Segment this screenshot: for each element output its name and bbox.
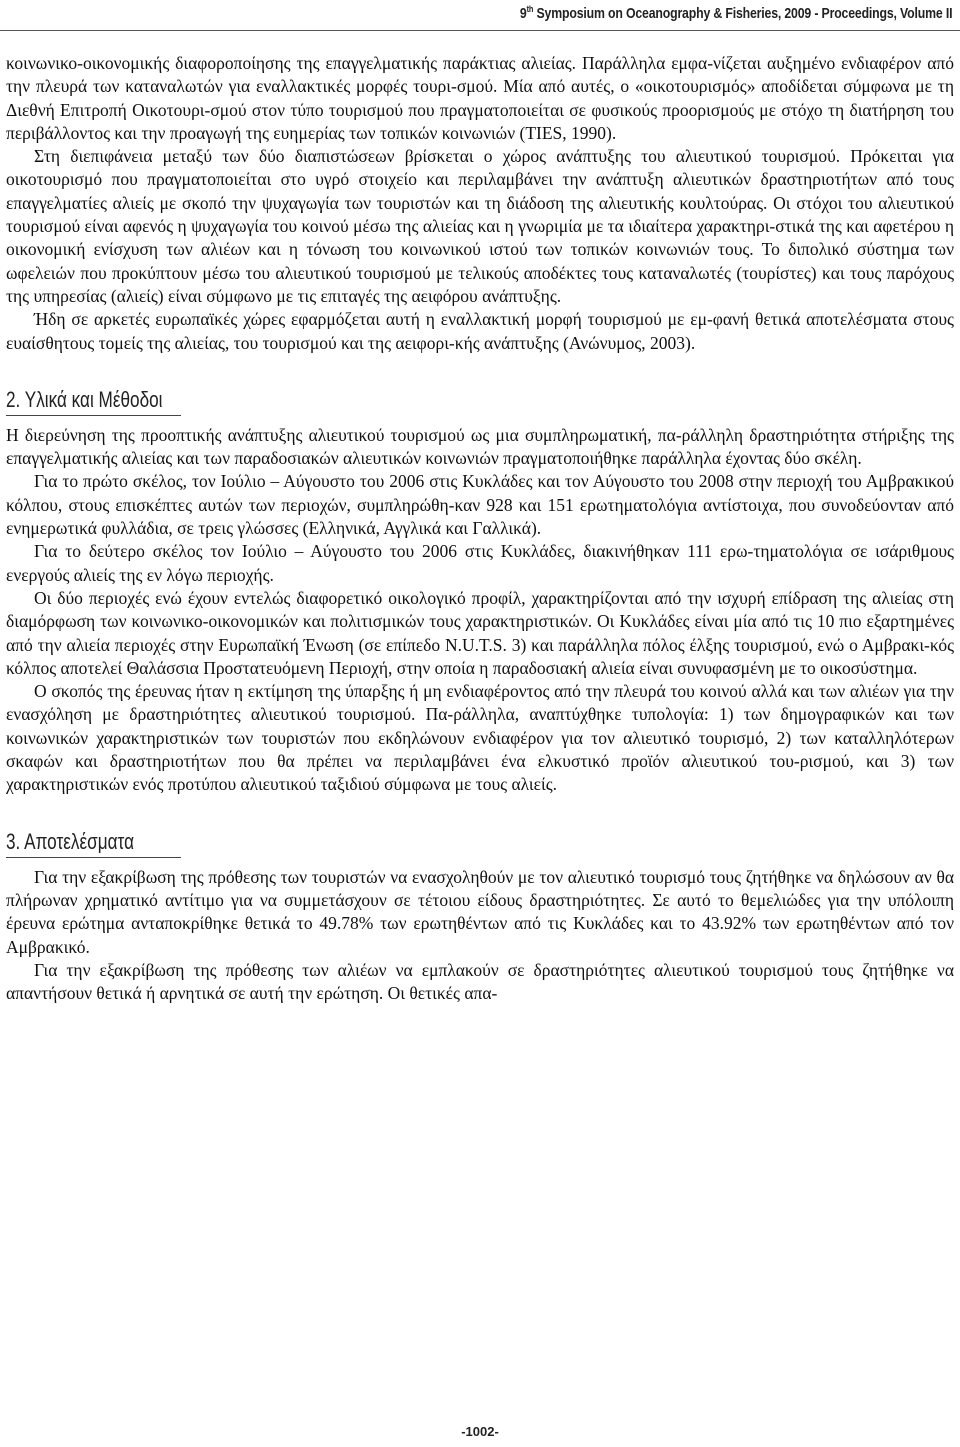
page-number: -1002- <box>461 1424 499 1439</box>
main-content <box>6 52 954 1005</box>
body-paragraph: Οι δύο περιοχές ενώ έχουν εντελώς διαφορετικό οικολογικό προφίλ, χαρακτηρίζονται από την ισχυρή επίδραση της αλιείας στη διαμόρφωση των κοινωνικο-οικονομικών και πολιτισμικών τους χαρακτηριστικών. Οι Κυκλάδες είναι μία από τις 10 πιο εξαρτημένες από την αλιεία περιοχές στην Ευρωπαϊκή Ένωση (σε επίπεδο N.U.T.S. 3) και παράλληλα πόλος έλξης τουρισμού, ενώ ο Αμβρακι-κός κόλπος αποτελεί Θαλάσσια Προστατευόμενη Περιοχή, στην οποία η παραδοσιακή αλιεία είναι συνυφασμένη με το οικοσύστημα. <box>6 587 954 678</box>
section-heading-methods <box>6 386 954 414</box>
header-ordinal-suffix: th <box>526 4 533 14</box>
header-ordinal: 9 <box>519 5 527 22</box>
body-paragraph: Για την εξακρίβωση της πρόθεσης των αλιέων να εμπλακούν σε δραστηριότητες αλιευτικού τουρισμού τους ζητήθηκε να απαντήσουν θετικά ή αρνητικά σε αυτή την ερώτηση. Οι θετικές απα- <box>6 959 954 1004</box>
body-paragraph: Για το δεύτερο σκέλος τον Ιούλιο – Αύγουστο του 2006 στις Κυκλάδες, διακινήθηκαν 111 ερω-τηματολόγια σε ισάριθμους ενεργούς αλιείς της εν λόγω περιοχής. <box>6 541 954 585</box>
body-paragraph: Ήδη σε αρκετές ευρωπαϊκές χώρες εφαρμόζεται αυτή η εναλλακτική μορφή τουρισμού με εμ-φανή θετικά αποτελέσματα στους ευαίσθητους τομείς της αλιείας, του τουρισμού και της αειφορι-κής ανάπτυξης (Ανώνυμος, 2003). <box>6 309 954 353</box>
section-underline <box>6 857 181 858</box>
section-underline <box>6 415 181 416</box>
body-paragraph: Ο σκοπός της έρευνας ήταν η εκτίμηση της ύπαρξης ή μη ενδιαφέροντος από την πλευρά του κοινού αλλά και των αλιέων για την ενασχόληση με δραστηριότητες αλιευτικού τουρισμού. Πα-ράλληλα, αναπτύχθηκε τυπολογία: 1) των δημογραφικών και των κοινωνικών χαρακτηριστικών των τουριστών που εκδηλώνουν ενδιαφέρον για τον αλιευτικό τουρισμό, 2) των καταλληλότερων σκαφών και δραστηριοτήτων που θα πρέπει να περιλαμβάνει ένα ελκυστικό προϊόν αλιευτικού του-ρισμού, και 3) των χαρακτηριστικών ενός προτύπου αλιευτικού ταξιδιού σύμφωνα με τους αλιείς. <box>6 681 954 795</box>
body-paragraph: κοινωνικο-οικονομικής διαφοροποίησης της επαγγελματικής παράκτιας αλιείας. Παράλληλα εμφα-νίζεται αυξημένο ενδιαφέρον από την πλευρά των καταναλωτών για εναλλακτικές μορφές τουρι-σμού. Μία από αυτές, ο «οικοτουρισμός» αποδίδεται σύμφωνα με τη Διεθνή Επιτροπή Οικοτουρι-σμού στον τύπο τουρισμού που πραγματοποιείται σε φυσικούς προορισμούς με στόχο τη διατήρηση του περιβάλλοντος και την προαγωγή της ευημερίας των τοπικών κοινωνιών (TIES, 1990). <box>6 53 954 143</box>
body-paragraph: Για το πρώτο σκέλος, τον Ιούλιο – Αύγουστο του 2006 στις Κυκλάδες και τον Αύγουστο του 2008 στην περιοχή του Αμβρακικού κόλπου, στους επισκέπτες αυτών των περιοχών, συμπληρώθη-καν 928 και 151 ερωτηματολόγια αντίστοιχα, που συνοδεύονταν από ενημερωτικά φυλλάδια, σε τρεις γλώσσες (Ελληνικά, Αγγλικά και Γαλλικά). <box>6 471 954 539</box>
body-paragraph: Η διερεύνηση της προοπτικής ανάπτυξης αλιευτικού τουρισμού ως μια συμπληρωματική, πα-ράλληλη δραστηριότητα στήριξης της επαγγελματικής αλιείας και των παραδοσιακών αλιευτικών κοινωνιών πραγματοποιήθηκε παράλληλα έχοντας δύο σκέλη. <box>6 424 954 469</box>
header-rule <box>0 30 960 31</box>
body-paragraph: Στη διεπιφάνεια μεταξύ των δύο διαπιστώσεων βρίσκεται ο χώρος ανάπτυξης του αλιευτικού τουρισμού. Πρόκειται για οικοτουρισμό που πραγματοποιείται στο υγρό στοιχείο και περιλαμβάνει την ανάπτυξη αλιευτικών δραστηριοτήτων από τους επαγγελματίες αλιείς με σκοπό την ψυχαγωγία των τουριστών και τη διάδοση της αλιευτικής κουλτούρας. Οι στόχοι του αλιευτικού τουρισμού είναι αφενός η ψυχαγωγία του κοινού μέσω της αλιείας και η γνωριμία με τα ιδιαίτερα χαρακτηρι-στικά της και αφετέρου η οικονομική ενίσχυση των αλιέων και η τόνωση του κοινωνικού ιστού των τοπικών κοινωνιών τους. Το διπολικό σύστημα των ωφελειών που προκύπτουν μέσω του αλιευτικού τουρισμού με τελικούς αποδέκτες τους καταναλωτές (τουρίστες) και τους παρόχους της υπηρεσίας (αλιείς) είναι σύμφωνο με τις επιταγές της αειφόρου ανάπτυξης. <box>6 146 954 306</box>
header-title: Symposium on Oceanography & Fisheries, 2009 - Proceedings, Volume II <box>532 5 952 22</box>
section-title: 3. Αποτελέσματα <box>6 828 134 854</box>
section-title: 2. Υλικά και Μέθοδοι <box>6 386 163 412</box>
body-paragraph: Για την εξακρίβωση της πρόθεσης των τουριστών να ενασχοληθούν με τον αλιευτικό τουρισμό τους ζητήθηκε να δηλώσουν αν θα πλήρωναν χρηματικό αντίτιμο για να συμμετάσχουν σε τέτοιου είδους δραστηριότητες. Σε αυτό το θεμελιώδες για την υπόλοιπη έρευνα ερώτημα ανταποκρίθηκε θετικά το 49.78% των ερωτηθέντων από τις Κυκλάδες και το 43.92% των ερωτηθέντων από τον Αμβρακικό. <box>6 866 954 957</box>
section-heading-results <box>6 828 954 856</box>
running-header <box>520 4 952 22</box>
